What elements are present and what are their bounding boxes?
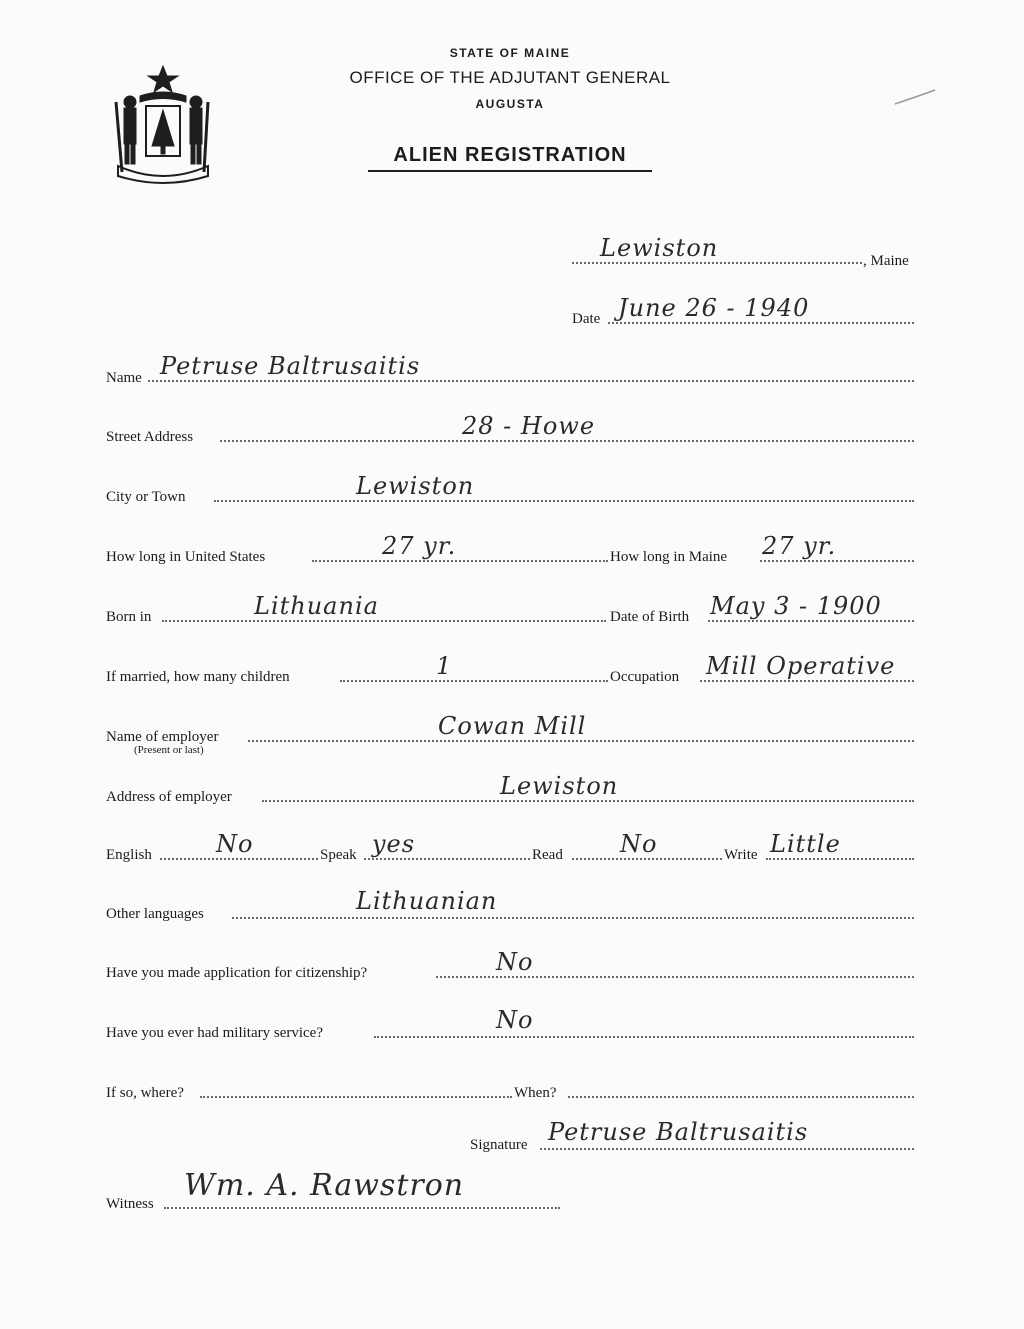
place-suffix-label: , Maine (863, 253, 909, 269)
citizenship-value[interactable]: No (496, 948, 534, 976)
place-value[interactable]: Lewiston (600, 234, 719, 262)
occupation-label: Occupation (610, 669, 680, 685)
form-title: ALIEN REGISTRATION (368, 144, 652, 172)
english-dotted-line (160, 858, 318, 860)
state-heading: STATE OF MAINE (449, 46, 571, 60)
check-mark-icon (893, 86, 937, 108)
date-of-birth-value[interactable]: May 3 - 1900 (710, 592, 882, 620)
city-heading: AUGUSTA (475, 97, 545, 111)
occupation-value[interactable]: Mill Operative (706, 652, 896, 680)
street-address-value[interactable]: 28 - Howe (462, 412, 596, 440)
maine-state-seal-icon (110, 62, 216, 190)
maine-duration-dotted-line (760, 560, 914, 562)
when-label: When? (514, 1085, 557, 1101)
children-label: If married, how many children (106, 669, 290, 685)
date-dotted-line (608, 322, 914, 324)
maine-duration-value[interactable]: 27 yr. (762, 532, 837, 560)
citizenship-label: Have you made application for citizenship? (106, 965, 368, 981)
speak-dotted-line (364, 858, 530, 860)
date-label: Date (572, 311, 601, 327)
english-value[interactable]: No (216, 830, 254, 858)
us-duration-label: How long in United States (106, 549, 266, 565)
us-duration-dotted-line (312, 560, 608, 562)
write-label: Write (724, 847, 758, 863)
signature-label: Signature (470, 1137, 528, 1153)
citizenship-dotted-line (436, 976, 914, 978)
place-dotted-line (572, 262, 862, 264)
city-value[interactable]: Lewiston (356, 472, 475, 500)
where-label: If so, where? (106, 1085, 184, 1101)
write-dotted-line (766, 858, 914, 860)
signature-value[interactable]: Petruse Baltrusaitis (548, 1118, 809, 1146)
speak-label: Speak (320, 847, 357, 863)
signature-dotted-line (540, 1148, 914, 1150)
military-label: Have you ever had military service? (106, 1025, 323, 1041)
other-languages-value[interactable]: Lithuanian (356, 887, 498, 915)
name-label: Name (106, 370, 142, 386)
where-dotted-line (200, 1096, 512, 1098)
witness-signature[interactable]: Wm. A. Rawstron (184, 1168, 465, 1203)
write-value[interactable]: Little (770, 830, 841, 858)
military-value[interactable]: No (496, 1006, 534, 1034)
employer-address-dotted-line (262, 800, 914, 802)
maine-duration-label: How long in Maine (610, 549, 728, 565)
street-address-dotted-line (220, 440, 914, 442)
employer-address-label: Address of employer (106, 789, 232, 805)
read-dotted-line (572, 858, 722, 860)
employer-label: Name of employer (106, 729, 219, 745)
city-dotted-line (214, 500, 914, 502)
other-languages-label: Other languages (106, 906, 204, 922)
born-in-dotted-line (162, 620, 606, 622)
read-value[interactable]: No (620, 830, 658, 858)
employer-dotted-line (248, 740, 914, 742)
witness-label: Witness (106, 1196, 154, 1212)
employer-value[interactable]: Cowan Mill (438, 712, 587, 740)
us-duration-value[interactable]: 27 yr. (382, 532, 457, 560)
employer-address-value[interactable]: Lewiston (500, 772, 619, 800)
born-in-value[interactable]: Lithuania (254, 592, 379, 620)
children-value[interactable]: 1 (436, 652, 453, 680)
military-dotted-line (374, 1036, 914, 1038)
name-dotted-line (148, 380, 914, 382)
other-languages-dotted-line (232, 917, 914, 919)
office-heading: OFFICE OF THE ADJUTANT GENERAL (349, 68, 671, 87)
date-of-birth-label: Date of Birth (610, 609, 690, 625)
street-address-label: Street Address (106, 429, 194, 445)
occupation-dotted-line (700, 680, 914, 682)
when-dotted-line (568, 1096, 914, 1098)
employer-sublabel: (Present or last) (134, 744, 204, 756)
read-label: Read (532, 847, 563, 863)
witness-dotted-line (164, 1207, 560, 1209)
date-of-birth-dotted-line (708, 620, 914, 622)
date-value[interactable]: June 26 - 1940 (618, 294, 810, 322)
speak-value[interactable]: yes (372, 830, 416, 858)
city-label: City or Town (106, 489, 186, 505)
english-label: English (106, 847, 152, 863)
born-in-label: Born in (106, 609, 152, 625)
name-value[interactable]: Petruse Baltrusaitis (160, 352, 421, 380)
children-dotted-line (340, 680, 608, 682)
